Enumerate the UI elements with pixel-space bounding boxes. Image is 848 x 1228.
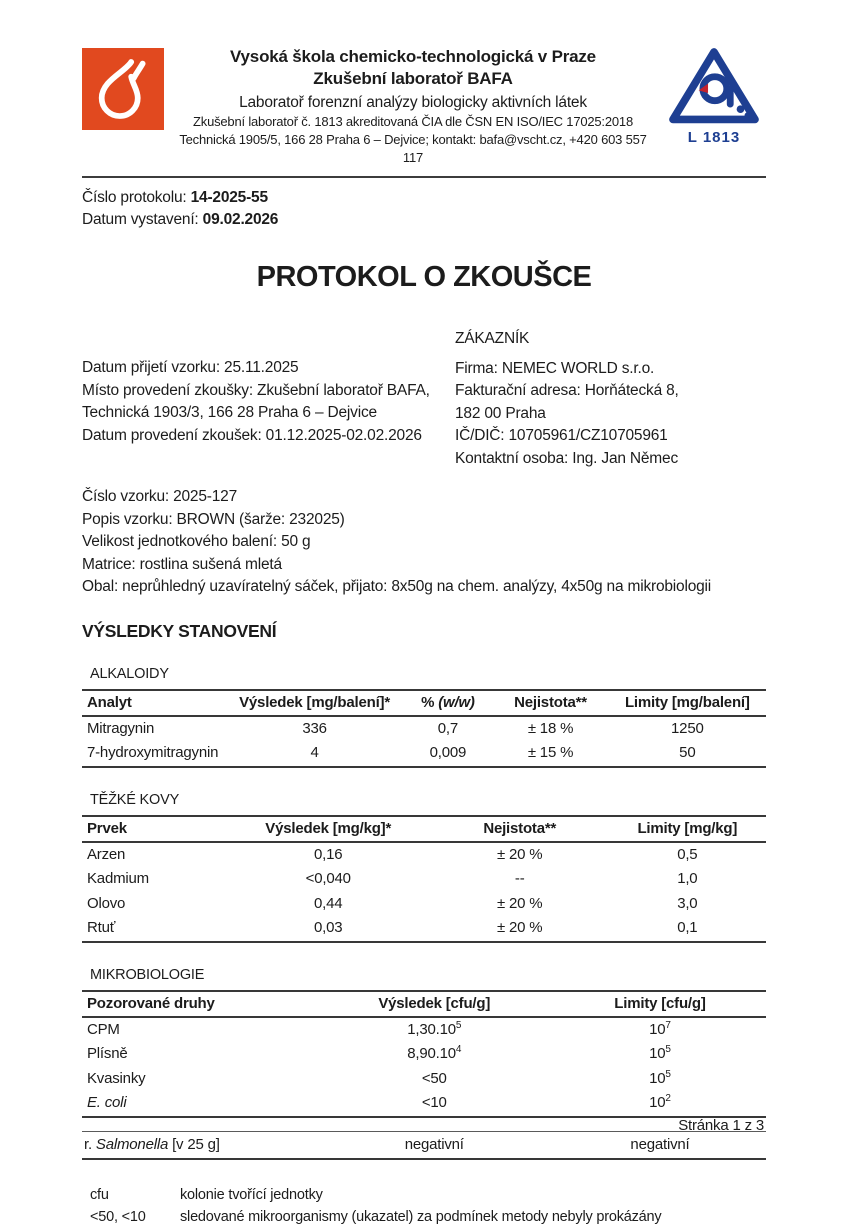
document-header [82,44,766,167]
page-number: Stránka 1 z 3 [678,1117,764,1134]
table-header-cell: Limity [cfu/g] [554,991,766,1017]
table-cell: 1250 [671,719,704,737]
table-cell: Kvasinky [87,1069,146,1087]
footnote-row [82,1206,766,1228]
section-label-heavy-metals: TĚŽKÉ KOVY [90,791,180,808]
table-header-cell: Analyt [82,690,226,716]
table-cell: 0,7 [437,719,459,737]
table-cell: 0,16 [314,845,343,863]
table-cell: Kadmium [87,870,149,887]
table-cell: 0,1 [677,919,698,936]
table-cell: <50 [421,1069,447,1087]
table-cell: 1,30.10$^5$ [407,1019,462,1038]
issue-date-label: Datum vystavení: [82,211,203,228]
protocol-meta [82,187,766,231]
table-cell: 3,0 [677,894,698,912]
table-cell: Arzen [87,845,126,863]
customer-line: 182 00 Praha [455,404,546,422]
sample-line: Velikost jednotkového balení: 50 g [82,533,311,550]
footnote-desc: sledované mikroorganismy (ukazatel) za podmínek metody nebyly prokázány [180,1209,662,1225]
table-cell: Rtuť [87,919,116,936]
table-cell: 336 [302,719,327,737]
table-cell: ± 20 % [497,894,543,912]
table-header-cell: Nejistota** [431,816,609,842]
table-cell: 0,009 [429,744,467,761]
accreditation-number: L 1813 [687,129,741,146]
customer-block [455,328,766,470]
header-divider [82,176,766,178]
table-cell: ± 20 % [497,919,543,936]
protocol-number-label: Číslo protokolu: [82,189,191,206]
table-cell: ± 15 % [527,744,574,761]
table-cell: negativní [630,1135,690,1153]
footnote-term: cfu [90,1187,109,1203]
lab-description: Laboratoř forenzní analýzy biologicky aktivních látek [239,94,587,111]
table-header-cell: Výsledek [mg/kg]* [226,816,431,842]
lab-name: Zkušební laboratoř BAFA [313,69,513,88]
vscht-flask-icon [82,48,164,130]
sample-line: Matrice: rostlina sušená mletá [82,555,282,573]
table-cell: 50 [679,744,696,761]
results-heading: VÝSLEDKY STANOVENÍ [82,620,277,641]
table-cell: ± 18 % [527,719,574,737]
protocol-number-value: 14-2025-55 [190,189,268,206]
customer-line: Firma: NEMEC WORLD s.r.o. [455,359,655,377]
issue-date-line [82,209,766,231]
table-row [82,842,766,868]
table-header-cell: Nejistota** [492,690,608,716]
info-columns [82,328,766,470]
table-header-cell: Výsledek [mg/balení]* [226,690,404,716]
table-header-cell: % (w/w) [403,690,492,716]
table-cell: CPM [87,1020,120,1038]
table-cell: Olovo [87,894,126,912]
accreditation-line: Zkušební laboratoř č. 1813 akreditovaná ČIA dle ČSN EN ISO/IEC 17025:2018 [193,114,633,129]
table-header-cell: Prvek [82,816,226,842]
table-cell: $10^7$ [649,1019,671,1038]
section-label-microbiology: MIKROBIOLOGIE [90,966,205,983]
sample-line: Popis vzorku: BROWN (šarže: 232025) [82,510,345,528]
table-cell: Plísně [87,1045,128,1062]
table-cell: 1,0 [677,870,698,887]
table-row [82,741,766,767]
cia-triangle-icon [666,46,762,128]
table-header-row [82,690,766,716]
table-header-cell: Limity [mg/kg] [609,816,766,842]
table-cell: 7-hydroxymitragynin [87,744,219,761]
table-row [82,1091,766,1117]
table-row [82,1131,766,1159]
protocol-number-line [82,187,766,209]
info-line: Technická 1903/3, 166 28 Praha 6 – Dejvice [82,404,377,421]
cia-accreditation-logo [662,46,766,146]
table-cell: negativní [404,1135,464,1153]
table-cell: <10 [421,1094,447,1111]
customer-heading: ZÁKAZNÍK [455,330,530,347]
table-cell: ± 20 % [497,845,543,863]
table-cell: <0,040 [305,870,351,887]
table-cell: 0,44 [314,894,343,912]
table-row [82,916,766,942]
salmonella-row-wrap [82,1131,766,1161]
table-header-cell: Výsledek [cfu/g] [315,991,554,1017]
salmonella-table [82,1131,766,1161]
customer-line: IČ/DIČ: 10705961/CZ10705961 [455,427,668,444]
info-line: Místo provedení zkoušky: Zkušební laboratoř BAFA, [82,381,430,399]
customer-line: Kontaktní osoba: Ing. Jan Němec [455,449,678,467]
table-cell: -- [514,870,525,887]
table-row [82,1067,766,1092]
vscht-logo [82,48,164,130]
table-cell: 0,03 [314,919,343,936]
footnote-desc: kolonie tvořící jednotky [180,1187,323,1203]
table-row [82,1017,766,1043]
page-title: PROTOKOL O ZKOUŠCE [256,261,592,293]
table-header-row [82,816,766,842]
table-cell: 0,5 [677,845,698,863]
org-name: Vysoká škola chemicko-technologická v Praze [230,47,596,66]
microbiology-table [82,990,766,1118]
sample-line: Obal: neprůhledný uzavíratelný sáček, přijato: 8x50g na chem. analýzy, 4x50g na mikrobiologii [82,578,712,595]
table-cell: $10^5$ [649,1068,671,1087]
table-cell: E. coli [87,1094,127,1111]
table-row [82,867,766,892]
footnote-row [82,1184,766,1206]
alkaloids-table [82,689,766,768]
section-label-alkaloids: ALKALOIDY [90,665,169,682]
table-cell: $10^2$ [649,1093,671,1111]
table-row [82,892,766,917]
footnotes [82,1184,766,1228]
info-line: Datum přijetí vzorku: 25.11.2025 [82,359,299,376]
table-cell: r. Salmonella [v 25 g] [84,1135,220,1153]
heavy-metals-table [82,815,766,943]
table-header-cell: Limity [mg/balení] [609,690,766,716]
header-text-block [164,44,662,167]
test-info-block [82,328,455,470]
table-header-cell: Pozorované druhy [82,991,315,1017]
table-header-row [82,991,766,1017]
contact-line: Technická 1905/5, 166 28 Praha 6 – Dejvice; kontakt: bafa@vscht.cz, +420 603 557 117 [179,132,647,165]
issue-date-value: 09.02.2026 [202,211,279,228]
footnote-term: <50, <10 [90,1209,146,1225]
info-line: Datum provedení zkoušek: 01.12.2025-02.02.2026 [82,426,422,444]
sample-info-block [82,486,766,599]
customer-line: Fakturační adresa: Horňátecká 8, [455,382,679,399]
table-cell: $10^5$ [649,1044,671,1062]
table-row [82,1042,766,1067]
table-cell: Mitragynin [87,719,155,737]
sample-line: Číslo vzorku: 2025-127 [82,488,237,505]
table-cell: 4 [310,744,319,761]
table-cell: 8,90.10$^4$ [407,1044,462,1062]
table-row [82,716,766,742]
